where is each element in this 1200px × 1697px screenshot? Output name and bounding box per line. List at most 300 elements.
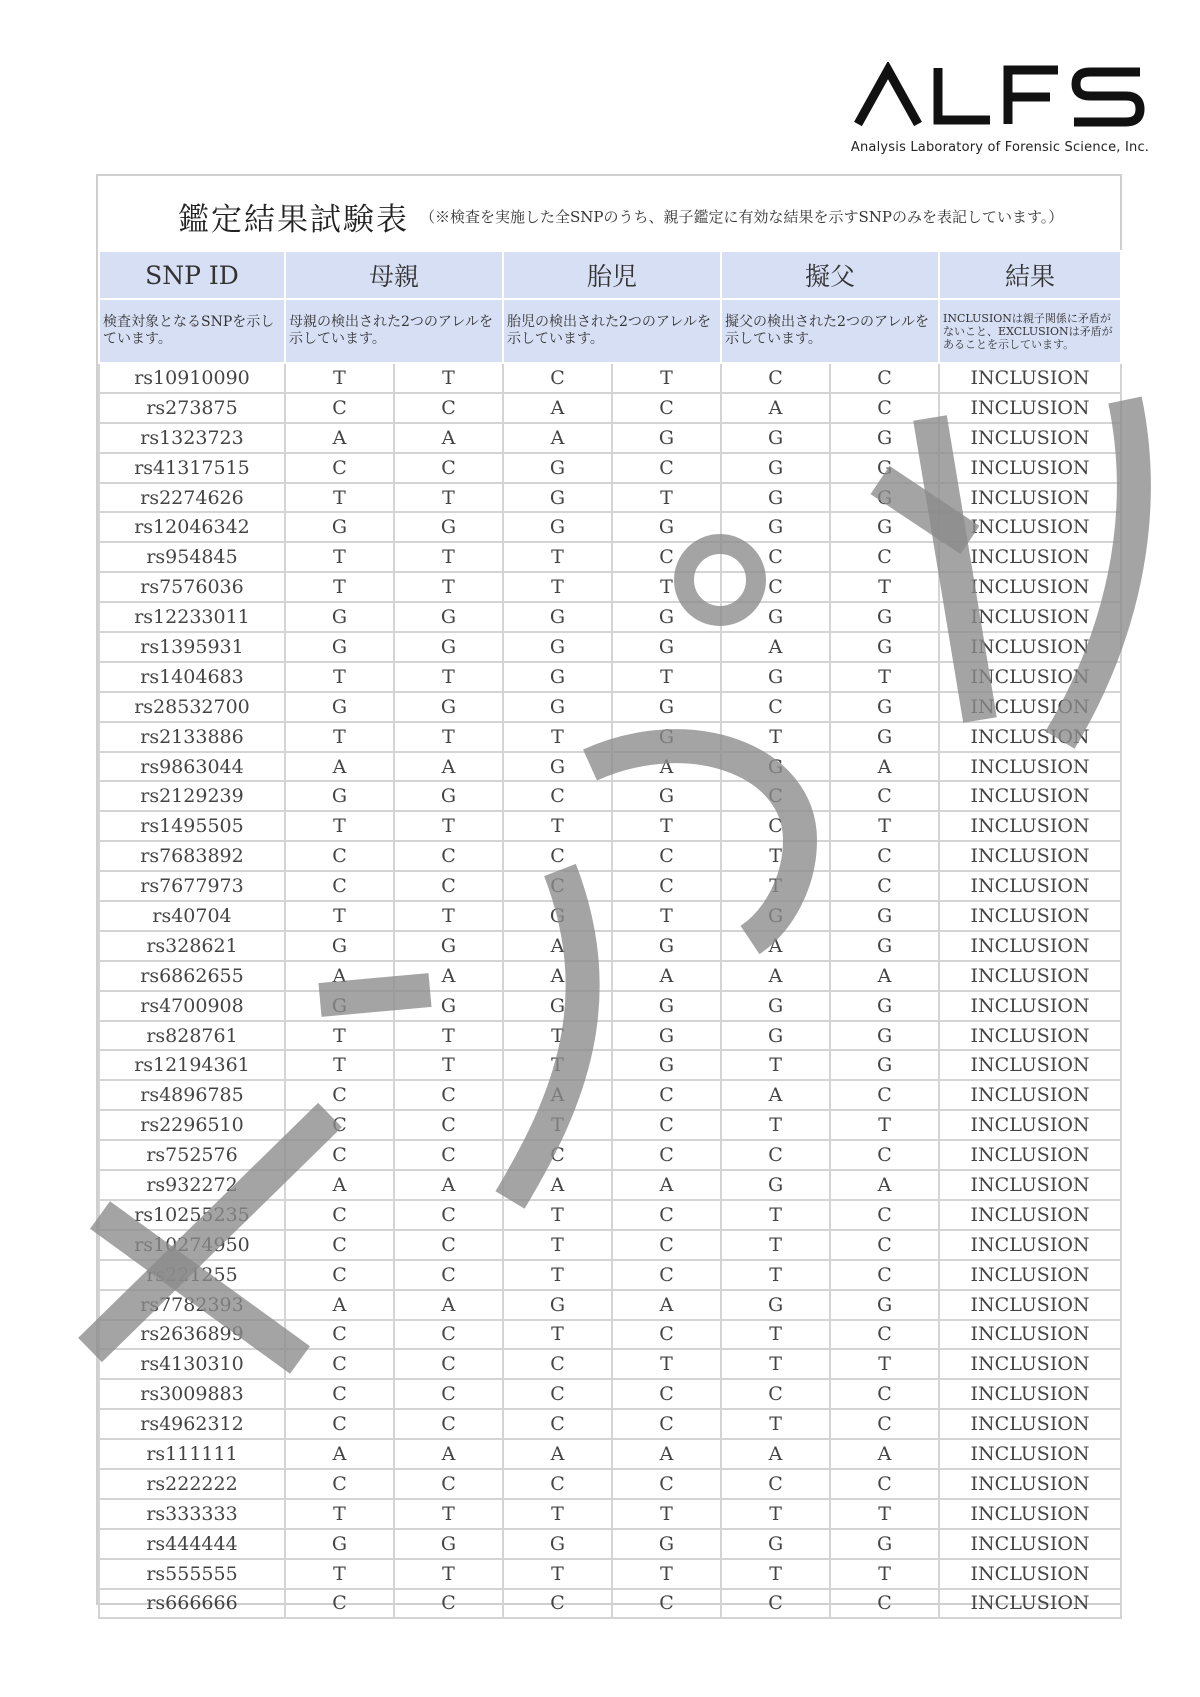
snp-id-cell: rs1323723 (99, 423, 285, 453)
fetus-allele-1-cell: T (503, 1200, 612, 1230)
table-row (99, 722, 1121, 752)
fetus-allele-2-cell: T (612, 572, 721, 602)
father-allele-1-cell: A (721, 961, 830, 991)
result-cell: INCLUSION (939, 692, 1121, 722)
fetus-allele-1-cell: T (503, 542, 612, 572)
mother-allele-2-cell: A (394, 1290, 503, 1320)
father-allele-2-cell: C (830, 393, 939, 423)
fetus-allele-1-cell: G (503, 1290, 612, 1320)
mother-allele-2-cell: T (394, 483, 503, 513)
table-row (99, 1529, 1121, 1559)
fetus-allele-1-cell: G (503, 692, 612, 722)
snp-id-cell: rs2274626 (99, 483, 285, 513)
father-allele-2-cell: C (830, 841, 939, 871)
table-row (99, 363, 1121, 393)
table-row (99, 572, 1121, 602)
father-allele-1-cell: T (721, 722, 830, 752)
fetus-allele-1-cell: A (503, 423, 612, 453)
father-allele-2-cell: T (830, 1559, 939, 1589)
result-cell: INCLUSION (939, 841, 1121, 871)
father-allele-1-cell: G (721, 453, 830, 483)
father-allele-1-cell: T (721, 1230, 830, 1260)
mother-allele-2-cell: C (394, 1589, 503, 1619)
table-row (99, 1021, 1121, 1051)
mother-allele-2-cell: A (394, 752, 503, 782)
result-cell: INCLUSION (939, 1529, 1121, 1559)
snp-id-cell: rs333333 (99, 1499, 285, 1529)
result-cell: INCLUSION (939, 542, 1121, 572)
mother-allele-2-cell: C (394, 1320, 503, 1350)
mother-allele-1-cell: A (285, 1170, 394, 1200)
snp-id-cell: rs932272 (99, 1170, 285, 1200)
father-allele-1-cell: C (721, 1140, 830, 1170)
fetus-allele-1-cell: T (503, 1021, 612, 1051)
mother-allele-1-cell: A (285, 961, 394, 991)
snp-id-cell: rs40704 (99, 901, 285, 931)
fetus-allele-2-cell: C (612, 1320, 721, 1350)
mother-allele-1-cell: C (285, 1140, 394, 1170)
fetus-allele-2-cell: C (612, 841, 721, 871)
snp-id-cell: rs1404683 (99, 662, 285, 692)
fetus-allele-2-cell: G (612, 1021, 721, 1051)
mother-allele-1-cell: C (285, 1409, 394, 1439)
mother-allele-2-cell: G (394, 602, 503, 632)
mother-allele-2-cell: A (394, 423, 503, 453)
father-allele-1-cell: A (721, 1080, 830, 1110)
father-allele-2-cell: G (830, 1529, 939, 1559)
fetus-allele-2-cell: A (612, 961, 721, 991)
mother-allele-1-cell: G (285, 1529, 394, 1559)
fetus-allele-1-cell: C (503, 871, 612, 901)
snp-id-cell: rs4700908 (99, 991, 285, 1021)
father-allele-1-cell: T (721, 871, 830, 901)
father-allele-2-cell: C (830, 871, 939, 901)
result-cell: INCLUSION (939, 1260, 1121, 1290)
result-cell: INCLUSION (939, 453, 1121, 483)
table-row (99, 1230, 1121, 1260)
snp-id-cell: rs7782393 (99, 1290, 285, 1320)
father-allele-2-cell: C (830, 1589, 939, 1619)
header-row (99, 251, 1121, 299)
father-allele-1-cell: G (721, 901, 830, 931)
table-row (99, 1290, 1121, 1320)
mother-allele-2-cell: T (394, 811, 503, 841)
mother-allele-1-cell: T (285, 542, 394, 572)
mother-allele-2-cell: C (394, 1469, 503, 1499)
father-allele-2-cell: G (830, 453, 939, 483)
snp-id-cell: rs222222 (99, 1469, 285, 1499)
fetus-allele-1-cell: G (503, 483, 612, 513)
mother-allele-2-cell: T (394, 572, 503, 602)
father-allele-2-cell: C (830, 1409, 939, 1439)
snp-id-cell: rs10255235 (99, 1200, 285, 1230)
mother-allele-2-cell: T (394, 1021, 503, 1051)
fetus-allele-1-cell: T (503, 1320, 612, 1350)
mother-allele-2-cell: C (394, 1379, 503, 1409)
mother-allele-1-cell: A (285, 1290, 394, 1320)
father-allele-2-cell: G (830, 512, 939, 542)
mother-allele-2-cell: C (394, 1080, 503, 1110)
mother-allele-1-cell: A (285, 752, 394, 782)
snp-id-cell: rs7576036 (99, 572, 285, 602)
table-row (99, 781, 1121, 811)
mother-allele-2-cell: C (394, 1140, 503, 1170)
fetus-allele-2-cell: G (612, 602, 721, 632)
table-row (99, 692, 1121, 722)
table-row (99, 1379, 1121, 1409)
father-allele-2-cell: G (830, 991, 939, 1021)
table-row (99, 1320, 1121, 1350)
mother-allele-1-cell: T (285, 572, 394, 602)
father-allele-1-cell: G (721, 602, 830, 632)
mother-allele-1-cell: T (285, 1559, 394, 1589)
fetus-allele-1-cell: G (503, 752, 612, 782)
father-allele-1-cell: G (721, 1290, 830, 1320)
result-cell: INCLUSION (939, 1110, 1121, 1140)
table-row (99, 1349, 1121, 1379)
snp-id-cell: rs4962312 (99, 1409, 285, 1439)
mother-allele-2-cell: T (394, 662, 503, 692)
mother-allele-1-cell: G (285, 692, 394, 722)
fetus-allele-1-cell: A (503, 1170, 612, 1200)
father-allele-1-cell: T (721, 1559, 830, 1589)
father-allele-2-cell: A (830, 1439, 939, 1469)
table-row (99, 1589, 1121, 1619)
mother-allele-2-cell: C (394, 1110, 503, 1140)
snp-id-cell: rs10274950 (99, 1230, 285, 1260)
result-cell: INCLUSION (939, 931, 1121, 961)
father-allele-2-cell: C (830, 1320, 939, 1350)
fetus-allele-1-cell: G (503, 662, 612, 692)
fetus-allele-2-cell: C (612, 542, 721, 572)
snp-id-cell: rs41317515 (99, 453, 285, 483)
snp-id-cell: rs12194361 (99, 1050, 285, 1080)
snp-id-cell: rs7683892 (99, 841, 285, 871)
fetus-allele-2-cell: G (612, 692, 721, 722)
snp-id-cell: rs2636899 (99, 1320, 285, 1350)
fetus-allele-1-cell: T (503, 572, 612, 602)
mother-allele-1-cell: C (285, 393, 394, 423)
snp-id-cell: rs2296510 (99, 1110, 285, 1140)
result-cell: INCLUSION (939, 1230, 1121, 1260)
fetus-allele-1-cell: G (503, 602, 612, 632)
mother-allele-2-cell: T (394, 1050, 503, 1080)
result-cell: INCLUSION (939, 602, 1121, 632)
father-allele-2-cell: G (830, 423, 939, 453)
fetus-allele-1-cell: A (503, 1439, 612, 1469)
fetus-allele-2-cell: T (612, 1559, 721, 1589)
mother-allele-1-cell: C (285, 1200, 394, 1230)
fetus-allele-1-cell: C (503, 1140, 612, 1170)
father-allele-2-cell: T (830, 1110, 939, 1140)
mother-allele-2-cell: C (394, 1230, 503, 1260)
father-allele-2-cell: T (830, 1499, 939, 1529)
fetus-allele-1-cell: C (503, 781, 612, 811)
mother-allele-1-cell: T (285, 901, 394, 931)
result-cell: INCLUSION (939, 871, 1121, 901)
mother-allele-1-cell: G (285, 512, 394, 542)
mother-allele-2-cell: A (394, 1170, 503, 1200)
snp-id-cell: rs2129239 (99, 781, 285, 811)
table-row (99, 961, 1121, 991)
snp-id-cell: rs1395931 (99, 632, 285, 662)
father-allele-1-cell: A (721, 1439, 830, 1469)
desc-fetus: 胎児の検出された2つのアレルを示しています。 (503, 299, 721, 363)
fetus-allele-1-cell: T (503, 1559, 612, 1589)
fetus-allele-2-cell: G (612, 1529, 721, 1559)
father-allele-1-cell: C (721, 1589, 830, 1619)
table-body (99, 363, 1121, 1618)
fetus-allele-2-cell: G (612, 722, 721, 752)
mother-allele-2-cell: C (394, 453, 503, 483)
father-allele-1-cell: T (721, 1409, 830, 1439)
mother-allele-2-cell: C (394, 841, 503, 871)
father-allele-1-cell: G (721, 423, 830, 453)
fetus-allele-2-cell: T (612, 811, 721, 841)
fetus-allele-1-cell: G (503, 632, 612, 662)
result-cell: INCLUSION (939, 363, 1121, 393)
father-allele-1-cell: G (721, 512, 830, 542)
mother-allele-1-cell: C (285, 1110, 394, 1140)
father-allele-2-cell: G (830, 931, 939, 961)
father-allele-2-cell: G (830, 722, 939, 752)
father-allele-2-cell: C (830, 363, 939, 393)
snp-id-cell: rs10910090 (99, 363, 285, 393)
fetus-allele-2-cell: C (612, 1469, 721, 1499)
fetus-allele-2-cell: G (612, 991, 721, 1021)
mother-allele-2-cell: G (394, 692, 503, 722)
result-cell: INCLUSION (939, 1200, 1121, 1230)
father-allele-2-cell: G (830, 1290, 939, 1320)
fetus-allele-1-cell: C (503, 1349, 612, 1379)
father-allele-1-cell: C (721, 572, 830, 602)
result-cell: INCLUSION (939, 1170, 1121, 1200)
mother-allele-2-cell: C (394, 1200, 503, 1230)
fetus-allele-2-cell: C (612, 1140, 721, 1170)
father-allele-2-cell: C (830, 1080, 939, 1110)
alfs-logo (850, 62, 1150, 155)
fetus-allele-1-cell: A (503, 931, 612, 961)
snp-id-cell: rs444444 (99, 1529, 285, 1559)
father-allele-1-cell: T (721, 1200, 830, 1230)
result-cell: INCLUSION (939, 722, 1121, 752)
fetus-allele-1-cell: C (503, 1409, 612, 1439)
result-cell: INCLUSION (939, 961, 1121, 991)
fetus-allele-1-cell: T (503, 811, 612, 841)
father-allele-1-cell: T (721, 1499, 830, 1529)
snp-id-cell: rs3009883 (99, 1379, 285, 1409)
father-allele-1-cell: C (721, 542, 830, 572)
snp-result-table (98, 250, 1122, 1619)
father-allele-1-cell: A (721, 931, 830, 961)
result-cell: INCLUSION (939, 632, 1121, 662)
result-cell: INCLUSION (939, 1439, 1121, 1469)
header-alleged-father: 擬父 (721, 251, 939, 299)
fetus-allele-2-cell: C (612, 1200, 721, 1230)
father-allele-1-cell: G (721, 1170, 830, 1200)
table-row (99, 1439, 1121, 1469)
table-row (99, 871, 1121, 901)
mother-allele-1-cell: G (285, 931, 394, 961)
fetus-allele-2-cell: T (612, 1349, 721, 1379)
fetus-allele-1-cell: G (503, 991, 612, 1021)
result-cell: INCLUSION (939, 662, 1121, 692)
fetus-allele-2-cell: A (612, 1439, 721, 1469)
snp-id-cell: rs954845 (99, 542, 285, 572)
father-allele-2-cell: A (830, 752, 939, 782)
fetus-allele-2-cell: T (612, 1499, 721, 1529)
fetus-allele-2-cell: C (612, 1409, 721, 1439)
fetus-allele-1-cell: T (503, 1050, 612, 1080)
fetus-allele-2-cell: C (612, 1110, 721, 1140)
snp-id-cell: rs28532700 (99, 692, 285, 722)
fetus-allele-1-cell: A (503, 1080, 612, 1110)
fetus-allele-1-cell: T (503, 1230, 612, 1260)
mother-allele-1-cell: C (285, 841, 394, 871)
father-allele-2-cell: T (830, 662, 939, 692)
mother-allele-1-cell: G (285, 781, 394, 811)
fetus-allele-1-cell: T (503, 1110, 612, 1140)
father-allele-2-cell: C (830, 781, 939, 811)
mother-allele-1-cell: C (285, 453, 394, 483)
snp-id-cell: rs12233011 (99, 602, 285, 632)
table-row (99, 1110, 1121, 1140)
mother-allele-1-cell: C (285, 1589, 394, 1619)
fetus-allele-2-cell: A (612, 1290, 721, 1320)
mother-allele-1-cell: C (285, 1469, 394, 1499)
fetus-allele-1-cell: T (503, 722, 612, 752)
snp-id-cell: rs6862655 (99, 961, 285, 991)
fetus-allele-2-cell: T (612, 662, 721, 692)
father-allele-2-cell: C (830, 1230, 939, 1260)
fetus-allele-1-cell: G (503, 1529, 612, 1559)
mother-allele-2-cell: T (394, 722, 503, 752)
fetus-allele-2-cell: C (612, 1230, 721, 1260)
fetus-allele-1-cell: C (503, 363, 612, 393)
fetus-allele-1-cell: G (503, 512, 612, 542)
snp-id-cell: rs555555 (99, 1559, 285, 1589)
header-result: 結果 (939, 251, 1121, 299)
father-allele-1-cell: C (721, 811, 830, 841)
father-allele-1-cell: T (721, 1050, 830, 1080)
father-allele-1-cell: T (721, 1349, 830, 1379)
mother-allele-2-cell: G (394, 512, 503, 542)
header-snp-id: SNP ID (99, 251, 285, 299)
fetus-allele-2-cell: T (612, 483, 721, 513)
snp-id-cell: rs752576 (99, 1140, 285, 1170)
result-cell: INCLUSION (939, 1140, 1121, 1170)
header-fetus: 胎児 (503, 251, 721, 299)
mother-allele-2-cell: A (394, 961, 503, 991)
table-row (99, 1409, 1121, 1439)
mother-allele-2-cell: T (394, 1559, 503, 1589)
fetus-allele-2-cell: T (612, 363, 721, 393)
father-allele-1-cell: G (721, 991, 830, 1021)
result-cell: INCLUSION (939, 811, 1121, 841)
snp-id-cell: rs7677973 (99, 871, 285, 901)
table-row (99, 1050, 1121, 1080)
result-cell: INCLUSION (939, 483, 1121, 513)
result-cell: INCLUSION (939, 1589, 1121, 1619)
father-allele-1-cell: C (721, 363, 830, 393)
snp-id-cell: rs4896785 (99, 1080, 285, 1110)
table-row (99, 1200, 1121, 1230)
father-allele-1-cell: A (721, 393, 830, 423)
table-row (99, 602, 1121, 632)
result-cell: INCLUSION (939, 572, 1121, 602)
father-allele-2-cell: C (830, 1140, 939, 1170)
mother-allele-1-cell: C (285, 1260, 394, 1290)
mother-allele-2-cell: G (394, 1529, 503, 1559)
father-allele-1-cell: G (721, 1529, 830, 1559)
fetus-allele-1-cell: A (503, 961, 612, 991)
father-allele-2-cell: T (830, 572, 939, 602)
mother-allele-1-cell: T (285, 1050, 394, 1080)
snp-id-cell: rs221255 (99, 1260, 285, 1290)
result-cell: INCLUSION (939, 1379, 1121, 1409)
mother-allele-2-cell: T (394, 542, 503, 572)
fetus-allele-1-cell: G (503, 901, 612, 931)
fetus-allele-2-cell: G (612, 632, 721, 662)
father-allele-1-cell: A (721, 632, 830, 662)
mother-allele-1-cell: T (285, 363, 394, 393)
desc-alleged-father: 擬父の検出された2つのアレルを示しています。 (721, 299, 939, 363)
snp-id-cell: rs828761 (99, 1021, 285, 1051)
mother-allele-1-cell: G (285, 632, 394, 662)
fetus-allele-2-cell: A (612, 1170, 721, 1200)
fetus-allele-1-cell: A (503, 393, 612, 423)
father-allele-2-cell: G (830, 602, 939, 632)
result-cell: INCLUSION (939, 393, 1121, 423)
fetus-allele-2-cell: A (612, 752, 721, 782)
fetus-allele-1-cell: T (503, 1260, 612, 1290)
fetus-allele-2-cell: C (612, 393, 721, 423)
mother-allele-2-cell: C (394, 1349, 503, 1379)
father-allele-1-cell: T (721, 1320, 830, 1350)
result-cell: INCLUSION (939, 781, 1121, 811)
snp-id-cell: rs2133886 (99, 722, 285, 752)
father-allele-1-cell: T (721, 1260, 830, 1290)
fetus-allele-1-cell: C (503, 841, 612, 871)
father-allele-1-cell: C (721, 781, 830, 811)
father-allele-2-cell: C (830, 1469, 939, 1499)
mother-allele-2-cell: G (394, 781, 503, 811)
snp-id-cell: rs273875 (99, 393, 285, 423)
table-row (99, 1170, 1121, 1200)
father-allele-2-cell: C (830, 542, 939, 572)
table-row (99, 393, 1121, 423)
snp-id-cell: rs111111 (99, 1439, 285, 1469)
mother-allele-2-cell: T (394, 363, 503, 393)
snp-id-cell: rs1495505 (99, 811, 285, 841)
table-row (99, 423, 1121, 453)
table-row (99, 483, 1121, 513)
father-allele-2-cell: G (830, 901, 939, 931)
table-row (99, 811, 1121, 841)
snp-id-cell: rs328621 (99, 931, 285, 961)
mother-allele-1-cell: C (285, 871, 394, 901)
table-row (99, 512, 1121, 542)
result-cell: INCLUSION (939, 1290, 1121, 1320)
result-cell: INCLUSION (939, 1349, 1121, 1379)
table-row (99, 1499, 1121, 1529)
result-cell: INCLUSION (939, 1050, 1121, 1080)
father-allele-1-cell: C (721, 1469, 830, 1499)
mother-allele-2-cell: A (394, 1439, 503, 1469)
title-row (98, 176, 1120, 252)
mother-allele-1-cell: T (285, 1499, 394, 1529)
father-allele-1-cell: T (721, 1110, 830, 1140)
